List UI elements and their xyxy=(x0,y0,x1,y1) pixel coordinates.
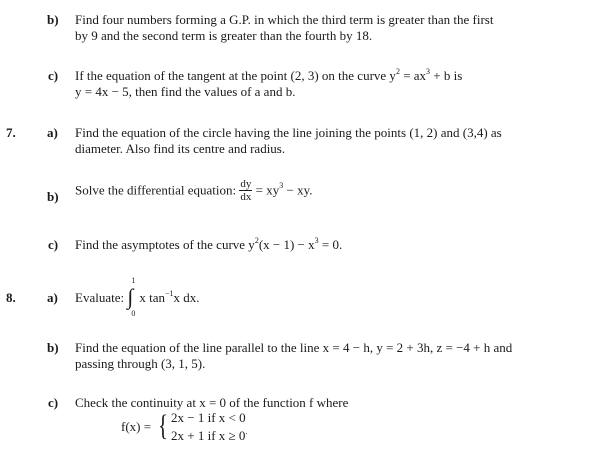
q6b-line1: Find four numbers forming a G.P. in which the third term is greater than the first xyxy=(75,12,494,27)
q8b-text xyxy=(75,340,585,372)
q8a-text xyxy=(75,276,585,319)
q6c-sup2: 3 xyxy=(426,66,431,76)
q6c-label: c) xyxy=(48,68,59,83)
q7b-eq: = xy xyxy=(252,182,280,198)
q6b-label: b) xyxy=(47,12,59,27)
q6c-line2: y = 4x − 5, then find the values of a and b. xyxy=(75,84,296,99)
q7a-label: a) xyxy=(47,125,58,140)
q7a-text xyxy=(75,125,585,157)
q7b-frac-den: dx xyxy=(240,191,252,203)
q6c-line1-pre: If the equation of the tangent at the point (2, 3) on the curve y xyxy=(75,68,396,83)
q8a-expr-post: x dx. xyxy=(173,290,200,305)
q7c-pre: Find the asymptotes of the curve y xyxy=(75,237,255,252)
q8c-case2 xyxy=(171,428,247,444)
q8c-fx: f(x) = xyxy=(121,419,152,434)
q7b-text xyxy=(75,179,585,204)
q6c-line1 xyxy=(75,68,585,84)
q8a-expr-pre: x tan xyxy=(139,290,165,305)
q8c-line1: Check the continuity at x = 0 of the function f where xyxy=(75,395,349,410)
q7-number: 7. xyxy=(6,125,16,140)
q8b-line1: Find the equation of the line parallel to the line x = 4 − h, y = 2 + 3h, z = −4 + h and xyxy=(75,340,513,355)
q7b-frac-num: dy xyxy=(240,178,252,190)
q7c-sup1: 2 xyxy=(254,235,259,245)
q6c-text xyxy=(75,68,585,100)
q8b-label: b) xyxy=(47,340,59,355)
q7b-label: b) xyxy=(47,189,59,204)
q7b-sup: 3 xyxy=(279,181,284,191)
q7b-post: − xy. xyxy=(283,182,313,198)
q7c-post: = 0. xyxy=(318,237,343,252)
q8a-pre: Evaluate: xyxy=(75,290,128,305)
q8a-label: a) xyxy=(47,290,58,305)
q8-number: 8. xyxy=(6,290,16,305)
q8c-case2-end: . xyxy=(245,426,248,436)
q7c-sup2: 3 xyxy=(314,235,319,245)
q7c-label: c) xyxy=(48,237,59,252)
q8c-case2-text: 2x + 1 if x ≥ 0 xyxy=(171,428,246,443)
q6b-line2: by 9 and the second term is greater than the fourth by 18. xyxy=(75,28,373,43)
integral-upper-limit: 1 xyxy=(131,276,136,286)
q6c-sup1: 2 xyxy=(395,66,400,76)
q8c-brace: { xyxy=(158,409,169,442)
q8b-line2: passing through (3, 1, 5). xyxy=(75,356,206,371)
q6c-line1-post: + b is xyxy=(430,68,463,83)
q7a-line2: diameter. Also find its centre and radius. xyxy=(75,141,286,156)
integral-icon xyxy=(127,276,139,319)
q8c-label: c) xyxy=(48,395,59,410)
q7c-mid: (x − 1) − x xyxy=(258,237,315,252)
q7c-text xyxy=(75,237,585,253)
q7b-fraction xyxy=(239,178,252,203)
q6c-line1-mid: = ax xyxy=(399,68,427,83)
integral-sign: ∫ xyxy=(127,284,134,310)
q7b-pre: Solve the differential equation: xyxy=(75,182,240,198)
q7a-line1: Find the equation of the circle having the line joining the points (1, 2) and (3,4) as xyxy=(75,125,502,140)
integral-lower-limit: 0 xyxy=(131,309,136,319)
q8a-expr-sup: −1 xyxy=(164,288,174,298)
q8c-case1: 2x − 1 if x < 0 xyxy=(171,410,246,425)
q6b-text xyxy=(75,12,585,44)
